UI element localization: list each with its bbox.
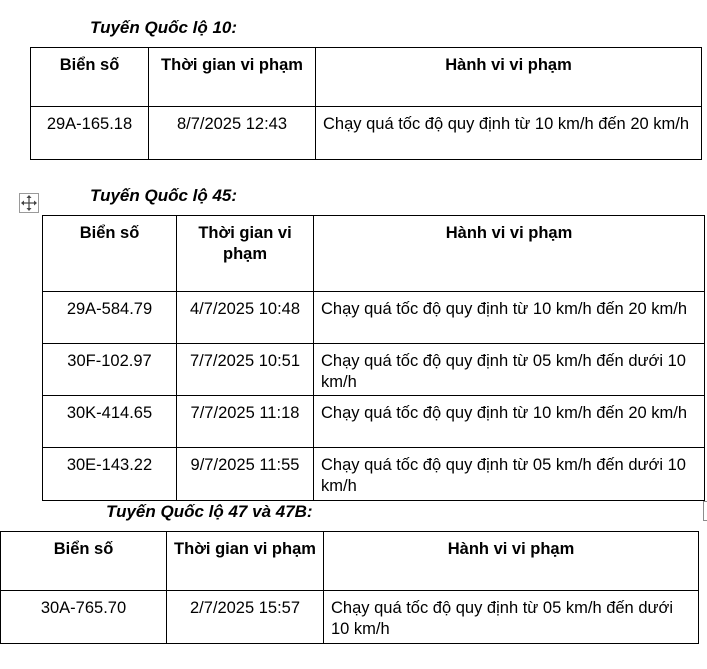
column-header-plate: Biển số [43, 216, 177, 292]
section-title-ql47: Tuyến Quốc lộ 47 và 47B: [106, 502, 313, 521]
column-header-behavior: Hành vi vi phạm [314, 216, 705, 292]
table-row [43, 448, 705, 501]
behavior-cell: Chạy quá tốc độ quy định từ 05 km/h đến dưới 10 km/h [314, 344, 705, 396]
section-title-ql45: Tuyến Quốc lộ 45: [90, 186, 238, 205]
table-header-row [1, 532, 699, 591]
time-cell: 4/7/2025 10:48 [177, 292, 314, 344]
behavior-cell: Chạy quá tốc độ quy định từ 05 km/h đến dưới 10 km/h [314, 448, 705, 501]
section-title-ql10: Tuyến Quốc lộ 10: [90, 18, 238, 37]
table-row [1, 591, 699, 644]
time-cell: 7/7/2025 10:51 [177, 344, 314, 396]
column-header-plate: Biển số [1, 532, 167, 591]
table-row [43, 344, 705, 396]
time-cell: 2/7/2025 15:57 [167, 591, 324, 644]
time-cell: 9/7/2025 11:55 [177, 448, 314, 501]
plate-cell: 29A-165.18 [31, 107, 149, 160]
column-header-time: Thời gian vi phạm [177, 216, 314, 292]
plate-cell: 30E-143.22 [43, 448, 177, 501]
column-header-time: Thời gian vi phạm [167, 532, 324, 591]
violations-table-ql47 [0, 531, 699, 644]
behavior-cell: Chạy quá tốc độ quy định từ 05 km/h đến dưới 10 km/h [324, 591, 699, 644]
table-row [43, 292, 705, 344]
plate-cell: 29A-584.79 [43, 292, 177, 344]
plate-cell: 30F-102.97 [43, 344, 177, 396]
violations-table-ql10 [30, 47, 702, 160]
table-row [31, 107, 702, 160]
time-cell: 8/7/2025 12:43 [149, 107, 316, 160]
behavior-cell: Chạy quá tốc độ quy định từ 10 km/h đến 20 km/h [316, 107, 702, 160]
plate-cell: 30K-414.65 [43, 396, 177, 448]
table-move-handle-icon[interactable] [19, 193, 39, 213]
table-header-row [31, 48, 702, 107]
table-resize-marker [703, 501, 707, 521]
column-header-plate: Biển số [31, 48, 149, 107]
time-cell: 7/7/2025 11:18 [177, 396, 314, 448]
behavior-cell: Chạy quá tốc độ quy định từ 10 km/h đến 20 km/h [314, 396, 705, 448]
plate-cell: 30A-765.70 [1, 591, 167, 644]
violations-table-ql45 [42, 215, 705, 501]
table-header-row [43, 216, 705, 292]
behavior-cell: Chạy quá tốc độ quy định từ 10 km/h đến 20 km/h [314, 292, 705, 344]
column-header-behavior: Hành vi vi phạm [316, 48, 702, 107]
table-row [43, 396, 705, 448]
column-header-time: Thời gian vi phạm [149, 48, 316, 107]
column-header-behavior: Hành vi vi phạm [324, 532, 699, 591]
